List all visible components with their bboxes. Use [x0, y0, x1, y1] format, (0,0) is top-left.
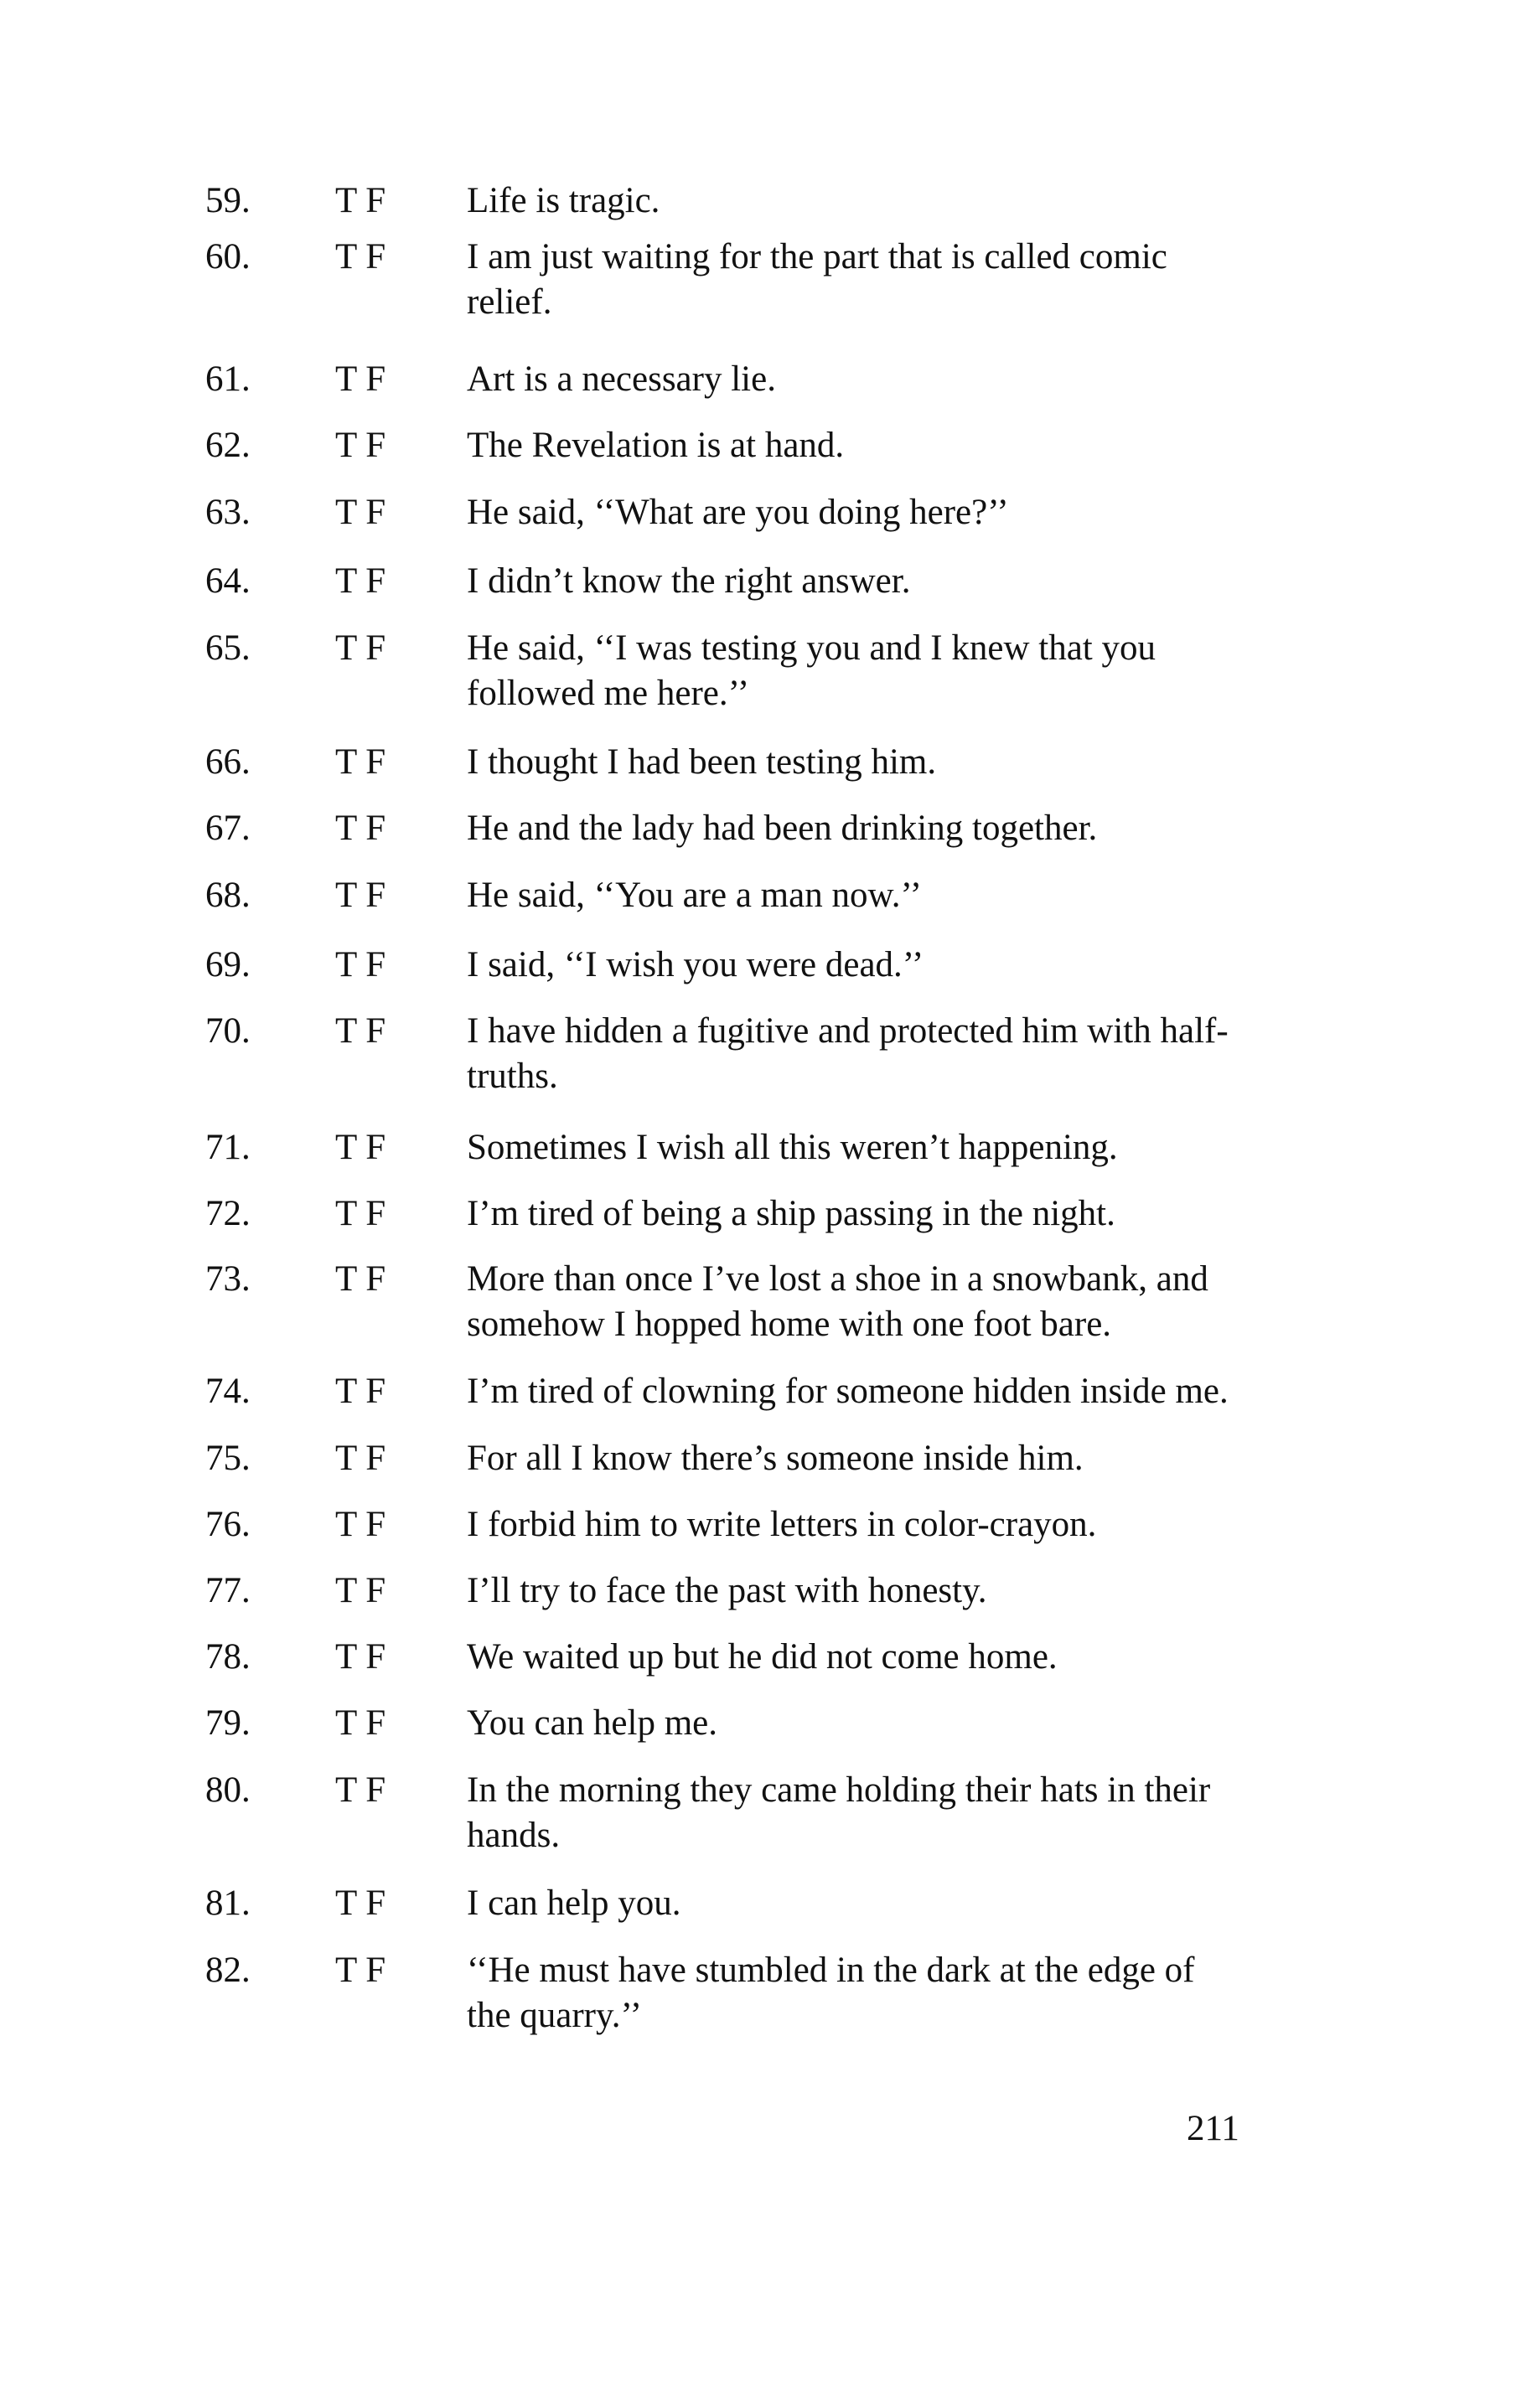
question-number: 77.: [205, 1571, 251, 1610]
true-false-marker: T F: [335, 1770, 386, 1810]
question-number: 79.: [205, 1703, 251, 1743]
true-false-marker: T F: [335, 1571, 386, 1610]
question-text: Life is tragic.: [467, 181, 660, 220]
question-number: 82.: [205, 1951, 251, 1990]
question-number: 73.: [205, 1259, 251, 1299]
true-false-marker: T F: [335, 945, 386, 984]
question-text: He said, ‘‘I was testing you and I knew that you followed me here.’’: [467, 628, 1156, 713]
question-text: I’m tired of being a ship passing in the night.: [467, 1194, 1115, 1233]
question-number: 59.: [205, 181, 251, 220]
true-false-marker: T F: [335, 809, 386, 848]
true-false-marker: T F: [335, 1011, 386, 1051]
question-text: I have hidden a fugitive and protected him with half- truths.: [467, 1011, 1229, 1096]
question-text: I am just waiting for the part that is called comic relief.: [467, 237, 1167, 322]
question-number: 71.: [205, 1128, 251, 1167]
true-false-marker: T F: [335, 237, 386, 276]
true-false-marker: T F: [335, 628, 386, 668]
true-false-marker: T F: [335, 876, 386, 915]
question-text: ‘‘He must have stumbled in the dark at the edge of the quarry.’’: [467, 1951, 1195, 2035]
question-text: The Revelation is at hand.: [467, 426, 845, 465]
true-false-marker: T F: [335, 1194, 386, 1233]
true-false-marker: T F: [335, 359, 386, 399]
question-text: Art is a necessary lie.: [467, 359, 776, 399]
question-number: 80.: [205, 1770, 251, 1810]
true-false-marker: T F: [335, 742, 386, 782]
question-number: 78.: [205, 1637, 251, 1677]
question-text: I’m tired of clowning for someone hidden inside me.: [467, 1372, 1229, 1411]
true-false-marker: T F: [335, 426, 386, 465]
page-number: 211: [1187, 2109, 1239, 2148]
question-number: 68.: [205, 876, 251, 915]
question-number: 76.: [205, 1505, 251, 1544]
question-text: I forbid him to write letters in color-crayon.: [467, 1505, 1097, 1544]
question-text: We waited up but he did not come home.: [467, 1637, 1058, 1677]
true-false-marker: T F: [335, 1128, 386, 1167]
question-number: 72.: [205, 1194, 251, 1233]
question-number: 61.: [205, 359, 251, 399]
true-false-marker: T F: [335, 1637, 386, 1677]
question-number: 63.: [205, 493, 251, 532]
question-text: For all I know there’s someone inside him.: [467, 1439, 1084, 1478]
question-text: You can help me.: [467, 1703, 717, 1743]
question-number: 66.: [205, 742, 251, 782]
question-number: 69.: [205, 945, 251, 984]
true-false-marker: T F: [335, 561, 386, 601]
true-false-marker: T F: [335, 1372, 386, 1411]
question-number: 62.: [205, 426, 251, 465]
true-false-marker: T F: [335, 493, 386, 532]
question-number: 65.: [205, 628, 251, 668]
true-false-marker: T F: [335, 1259, 386, 1299]
true-false-marker: T F: [335, 181, 386, 220]
question-number: 64.: [205, 561, 251, 601]
question-number: 74.: [205, 1372, 251, 1411]
question-text: I thought I had been testing him.: [467, 742, 937, 782]
question-text: He said, ‘‘You are a man now.’’: [467, 876, 922, 915]
question-number: 67.: [205, 809, 251, 848]
question-text: In the morning they came holding their hats in their hands.: [467, 1770, 1211, 1855]
question-text: I can help you.: [467, 1884, 681, 1923]
question-number: 81.: [205, 1884, 251, 1923]
question-text: I said, ‘‘I wish you were dead.’’: [467, 945, 924, 984]
question-number: 75.: [205, 1439, 251, 1478]
true-false-marker: T F: [335, 1951, 386, 1990]
true-false-marker: T F: [335, 1439, 386, 1478]
question-text: He and the lady had been drinking together.: [467, 809, 1098, 848]
true-false-marker: T F: [335, 1703, 386, 1743]
question-text: He said, ‘‘What are you doing here?’’: [467, 493, 1009, 532]
question-number: 60.: [205, 237, 251, 276]
true-false-marker: T F: [335, 1505, 386, 1544]
question-text: I didn’t know the right answer.: [467, 561, 911, 601]
true-false-marker: T F: [335, 1884, 386, 1923]
question-text: I’ll try to face the past with honesty.: [467, 1571, 987, 1610]
question-text: More than once I’ve lost a shoe in a snowbank, and somehow I hopped home with one foot bare.: [467, 1259, 1208, 1344]
question-text: Sometimes I wish all this weren’t happening.: [467, 1128, 1118, 1167]
question-number: 70.: [205, 1011, 251, 1051]
